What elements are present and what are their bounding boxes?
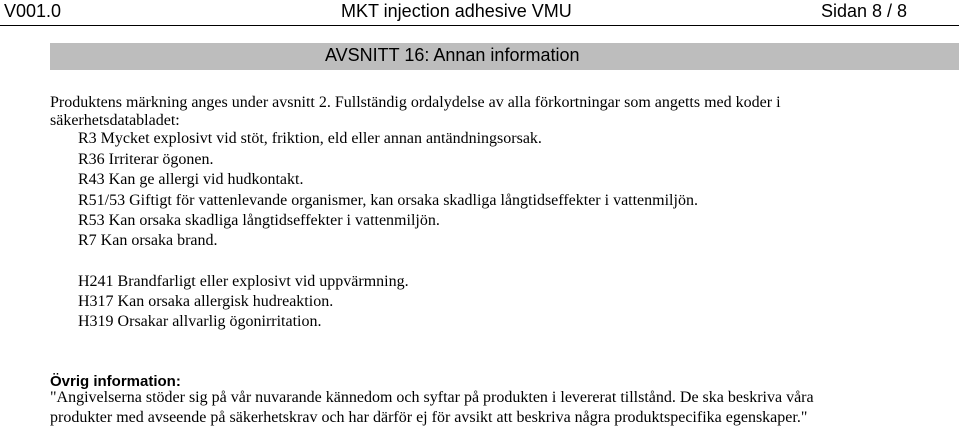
other-info-label: Övrig information: [50,373,181,390]
h-phrase-h241: H241 Brandfarligt eller explosivt vid uppvärmning. [78,273,409,290]
r-phrase-r7: R7 Kan orsaka brand. [78,232,218,249]
r-phrase-r51-53: R51/53 Giftigt för vattenlevande organismer, kan orsaka skadliga långtidseffekter i vattenmiljön. [78,192,698,209]
r-phrase-r3: R3 Mycket explosivt vid stöt, friktion, eld eller annan antändningsorsak. [78,130,542,147]
r-phrase-r36: R36 Irriterar ögonen. [78,151,214,168]
h-phrase-h319: H319 Orsakar allvarlig ögonirritation. [78,313,322,330]
page-number: Sidan 8 / 8 [821,1,908,21]
other-info-text-line-2: produkter med avseende på säkerhetskrav och har därför ej för avsikt att beskriva några produktspecifika egenskaper." [50,409,808,426]
labeling-intro-line-1: Produktens märkning anges under avsnitt 2. Fullständig ordalydelse av alla förkortningar som angetts med koder i [50,94,781,111]
section-title: AVSNITT 16: Annan information [325,45,580,65]
document-version: V001.0 [4,1,62,21]
other-info-text-line-1: "Angivelserna stöder sig på vår nuvarande kännedom och syftar på produkten i levererat tillstånd. De ska beskriva våra [50,389,814,406]
r-phrase-r43: R43 Kan ge allergi vid hudkontakt. [78,171,304,188]
header-divider [0,25,959,26]
h-phrase-h317: H317 Kan orsaka allergisk hudreaktion. [78,293,334,310]
r-phrase-r53: R53 Kan orsaka skadliga långtidseffekter i vattenmiljön. [78,212,440,229]
product-name: MKT injection adhesive VMU [341,1,572,21]
labeling-intro-line-2: säkerhetsdatabladet: [50,112,180,129]
